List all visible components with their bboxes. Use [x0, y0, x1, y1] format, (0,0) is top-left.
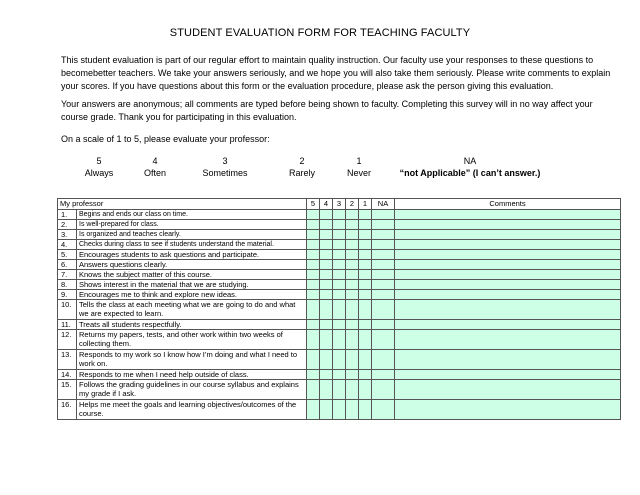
comment-cell[interactable]	[395, 300, 621, 320]
question-text: Follows the grading guidelines in our course syllabus and explains my grade if I ask.	[77, 380, 307, 400]
scale-option-2	[281, 155, 323, 179]
score-cell-3[interactable]	[333, 280, 346, 290]
table-row	[58, 400, 621, 420]
score-cell-2[interactable]	[346, 230, 359, 240]
table-row	[58, 380, 621, 400]
score-cell-4[interactable]	[320, 330, 333, 350]
comment-cell[interactable]	[395, 320, 621, 330]
score-cell-1[interactable]	[359, 280, 372, 290]
score-cell-3[interactable]	[333, 320, 346, 330]
table-row	[58, 350, 621, 370]
comment-cell[interactable]	[395, 370, 621, 380]
score-cell-4[interactable]	[320, 240, 333, 250]
table-row	[58, 250, 621, 260]
score-cell-1[interactable]	[359, 380, 372, 400]
question-number: 11.	[58, 320, 77, 330]
comment-cell[interactable]	[395, 220, 621, 230]
score-cell-4[interactable]	[320, 320, 333, 330]
question-number: 5.	[58, 250, 77, 260]
question-text: Checks during class to see if students understand the material.	[77, 240, 307, 250]
question-text: Encourages students to ask questions and participate.	[77, 250, 307, 260]
score-cell-2[interactable]	[346, 260, 359, 270]
score-cell-1[interactable]	[359, 260, 372, 270]
question-number: 10.	[58, 300, 77, 320]
question-number: 8.	[58, 280, 77, 290]
score-cell-4[interactable]	[320, 300, 333, 320]
score-cell-3[interactable]	[333, 240, 346, 250]
question-number: 1.	[58, 210, 77, 220]
score-cell-1[interactable]	[359, 300, 372, 320]
question-text: Encourages me to think and explore new ideas.	[77, 290, 307, 300]
score-cell-3[interactable]	[333, 350, 346, 370]
comment-cell[interactable]	[395, 330, 621, 350]
scale-label: Rarely	[288, 168, 315, 178]
score-cell-1[interactable]	[359, 370, 372, 380]
score-cell-2[interactable]	[346, 210, 359, 220]
score-cell-5[interactable]	[307, 210, 320, 220]
score-cell-1[interactable]	[359, 240, 372, 250]
score-cell-na[interactable]	[372, 210, 395, 220]
score-cell-1[interactable]	[359, 400, 372, 420]
score-cell-4[interactable]	[320, 380, 333, 400]
table-row	[58, 210, 621, 220]
question-text: Is organized and teaches clearly.	[77, 230, 307, 240]
question-number: 9.	[58, 290, 77, 300]
score-cell-1[interactable]	[359, 230, 372, 240]
score-cell-2[interactable]	[346, 280, 359, 290]
anonymity-paragraph: Your answers are anonymous; all comments are typed before being shown to faculty. Completing this survey will in no way affect your course grade. Thank you for participating in this evaluation.	[61, 99, 593, 122]
table-row	[58, 220, 621, 230]
score-cell-5[interactable]	[307, 330, 320, 350]
question-number: 14.	[58, 370, 77, 380]
score-cell-1[interactable]	[359, 250, 372, 260]
score-cell-5[interactable]	[307, 240, 320, 250]
comment-cell[interactable]	[395, 260, 621, 270]
score-cell-2[interactable]	[346, 320, 359, 330]
scale-instructions: On a scale of 1 to 5, please evaluate your professor:	[61, 134, 270, 144]
score-cell-4[interactable]	[320, 230, 333, 240]
score-cell-3[interactable]	[333, 260, 346, 270]
score-cell-3[interactable]	[333, 250, 346, 260]
evaluation-table	[57, 198, 621, 420]
question-text: Begins and ends our class on time.	[77, 210, 307, 220]
score-cell-1[interactable]	[359, 220, 372, 230]
table-row	[58, 260, 621, 270]
score-cell-4[interactable]	[320, 210, 333, 220]
question-text: Helps me meet the goals and learning objectives/outcomes of the course.	[77, 400, 307, 420]
question-number: 16.	[58, 400, 77, 420]
score-cell-4[interactable]	[320, 280, 333, 290]
score-cell-5[interactable]	[307, 320, 320, 330]
header-na: NA	[372, 199, 395, 210]
score-cell-2[interactable]	[346, 380, 359, 400]
comment-cell[interactable]	[395, 250, 621, 260]
score-cell-2[interactable]	[346, 350, 359, 370]
scale-label: Sometimes	[202, 168, 248, 178]
score-cell-5[interactable]	[307, 400, 320, 420]
score-cell-5[interactable]	[307, 270, 320, 280]
scale-number: 3	[222, 156, 228, 166]
scale-number: NA	[463, 156, 477, 166]
table-row	[58, 330, 621, 350]
score-cell-4[interactable]	[320, 350, 333, 370]
score-cell-4[interactable]	[320, 260, 333, 270]
table-row	[58, 370, 621, 380]
score-cell-4[interactable]	[320, 290, 333, 300]
score-cell-2[interactable]	[346, 370, 359, 380]
scale-option-na	[390, 155, 550, 179]
table-header-row	[58, 199, 621, 210]
header-score-1: 1	[359, 199, 372, 210]
header-score-3: 3	[333, 199, 346, 210]
score-cell-3[interactable]	[333, 330, 346, 350]
table-row	[58, 290, 621, 300]
score-cell-na[interactable]	[372, 400, 395, 420]
score-cell-3[interactable]	[333, 300, 346, 320]
table-row	[58, 300, 621, 320]
score-cell-3[interactable]	[333, 290, 346, 300]
score-cell-5[interactable]	[307, 300, 320, 320]
question-text: Treats all students respectfully.	[77, 320, 307, 330]
table-row	[58, 230, 621, 240]
score-cell-na[interactable]	[372, 260, 395, 270]
question-text: Returns my papers, tests, and other work within two weeks of collecting them.	[77, 330, 307, 350]
score-cell-1[interactable]	[359, 270, 372, 280]
question-text: Tells the class at each meeting what we are going to do and what we are expected to learn.	[77, 300, 307, 320]
scale-label: Always	[84, 168, 114, 178]
score-cell-5[interactable]	[307, 280, 320, 290]
score-cell-4[interactable]	[320, 370, 333, 380]
score-cell-1[interactable]	[359, 330, 372, 350]
score-cell-1[interactable]	[359, 210, 372, 220]
score-cell-2[interactable]	[346, 290, 359, 300]
comment-cell[interactable]	[395, 270, 621, 280]
score-cell-na[interactable]	[372, 220, 395, 230]
question-text: Responds to my work so I know how I’m doing and what I need to work on.	[77, 350, 307, 370]
score-cell-na[interactable]	[372, 300, 395, 320]
question-text: Is well-prepared for class.	[77, 220, 307, 230]
score-cell-3[interactable]	[333, 210, 346, 220]
question-number: 4.	[58, 240, 77, 250]
question-number: 15.	[58, 380, 77, 400]
score-cell-na[interactable]	[372, 250, 395, 260]
score-cell-na[interactable]	[372, 380, 395, 400]
score-cell-4[interactable]	[320, 220, 333, 230]
scale-option-5	[78, 155, 120, 179]
score-cell-na[interactable]	[372, 280, 395, 290]
question-number: 13.	[58, 350, 77, 370]
table-row	[58, 270, 621, 280]
score-cell-5[interactable]	[307, 250, 320, 260]
score-cell-5[interactable]	[307, 290, 320, 300]
score-cell-3[interactable]	[333, 220, 346, 230]
score-cell-3[interactable]	[333, 230, 346, 240]
score-cell-na[interactable]	[372, 320, 395, 330]
scale-option-4	[134, 155, 176, 179]
header-score-5: 5	[307, 199, 320, 210]
question-number: 2.	[58, 220, 77, 230]
question-text: Knows the subject matter of this course.	[77, 270, 307, 280]
score-cell-na[interactable]	[372, 330, 395, 350]
score-cell-5[interactable]	[307, 260, 320, 270]
score-cell-2[interactable]	[346, 240, 359, 250]
comment-cell[interactable]	[395, 240, 621, 250]
score-cell-3[interactable]	[333, 380, 346, 400]
score-cell-2[interactable]	[346, 300, 359, 320]
score-cell-5[interactable]	[307, 230, 320, 240]
form-title: STUDENT EVALUATION FORM FOR TEACHING FACULTY	[169, 27, 471, 39]
score-cell-4[interactable]	[320, 270, 333, 280]
score-cell-2[interactable]	[346, 400, 359, 420]
table-row	[58, 280, 621, 290]
score-cell-na[interactable]	[372, 350, 395, 370]
scale-number: 4	[152, 156, 158, 166]
comment-cell[interactable]	[395, 380, 621, 400]
score-cell-2[interactable]	[346, 250, 359, 260]
score-cell-2[interactable]	[346, 270, 359, 280]
score-cell-1[interactable]	[359, 320, 372, 330]
score-cell-3[interactable]	[333, 370, 346, 380]
score-cell-na[interactable]	[372, 240, 395, 250]
score-cell-1[interactable]	[359, 350, 372, 370]
scale-option-3	[194, 155, 256, 179]
score-cell-4[interactable]	[320, 400, 333, 420]
table-row	[58, 320, 621, 330]
score-cell-2[interactable]	[346, 330, 359, 350]
score-cell-3[interactable]	[333, 400, 346, 420]
score-cell-na[interactable]	[372, 370, 395, 380]
score-cell-5[interactable]	[307, 380, 320, 400]
score-cell-5[interactable]	[307, 350, 320, 370]
scale-label: Often	[143, 168, 166, 178]
scale-label: Never	[346, 168, 371, 178]
intro-paragraph: This student evaluation is part of our regular effort to maintain quality instruction. Our faculty use your responses to these questions to becomebetter teachers. We take your answers seriously, and we hope you will also take them seriously. Please write comments to explain your scores. If you have questions about this form or the evaluation procedure, please ask the person giving this evaluation.	[61, 55, 611, 91]
scale-number: 2	[299, 156, 305, 166]
score-cell-2[interactable]	[346, 220, 359, 230]
scale-option-1	[338, 155, 380, 179]
scale-number: 5	[96, 156, 102, 166]
scale-number: 1	[356, 156, 362, 166]
comment-cell[interactable]	[395, 290, 621, 300]
question-number: 12.	[58, 330, 77, 350]
table-row	[58, 240, 621, 250]
score-cell-4[interactable]	[320, 250, 333, 260]
score-cell-1[interactable]	[359, 290, 372, 300]
scale-label: “not Applicable” (I can’t answer.)	[399, 168, 541, 178]
header-my-professor: My professor	[58, 199, 307, 210]
question-number: 7.	[58, 270, 77, 280]
score-cell-3[interactable]	[333, 270, 346, 280]
comment-cell[interactable]	[395, 210, 621, 220]
comment-cell[interactable]	[395, 350, 621, 370]
question-number: 3.	[58, 230, 77, 240]
question-text: Responds to me when I need help outside of class.	[77, 370, 307, 380]
score-cell-5[interactable]	[307, 220, 320, 230]
score-cell-5[interactable]	[307, 370, 320, 380]
score-cell-na[interactable]	[372, 270, 395, 280]
comment-cell[interactable]	[395, 400, 621, 420]
question-number: 6.	[58, 260, 77, 270]
question-text: Shows interest in the material that we are studying.	[77, 280, 307, 290]
score-cell-na[interactable]	[372, 290, 395, 300]
header-score-2: 2	[346, 199, 359, 210]
comment-cell[interactable]	[395, 280, 621, 290]
header-comments: Comments	[395, 199, 621, 210]
header-score-4: 4	[320, 199, 333, 210]
comment-cell[interactable]	[395, 230, 621, 240]
question-text: Answers questions clearly.	[77, 260, 307, 270]
score-cell-na[interactable]	[372, 230, 395, 240]
